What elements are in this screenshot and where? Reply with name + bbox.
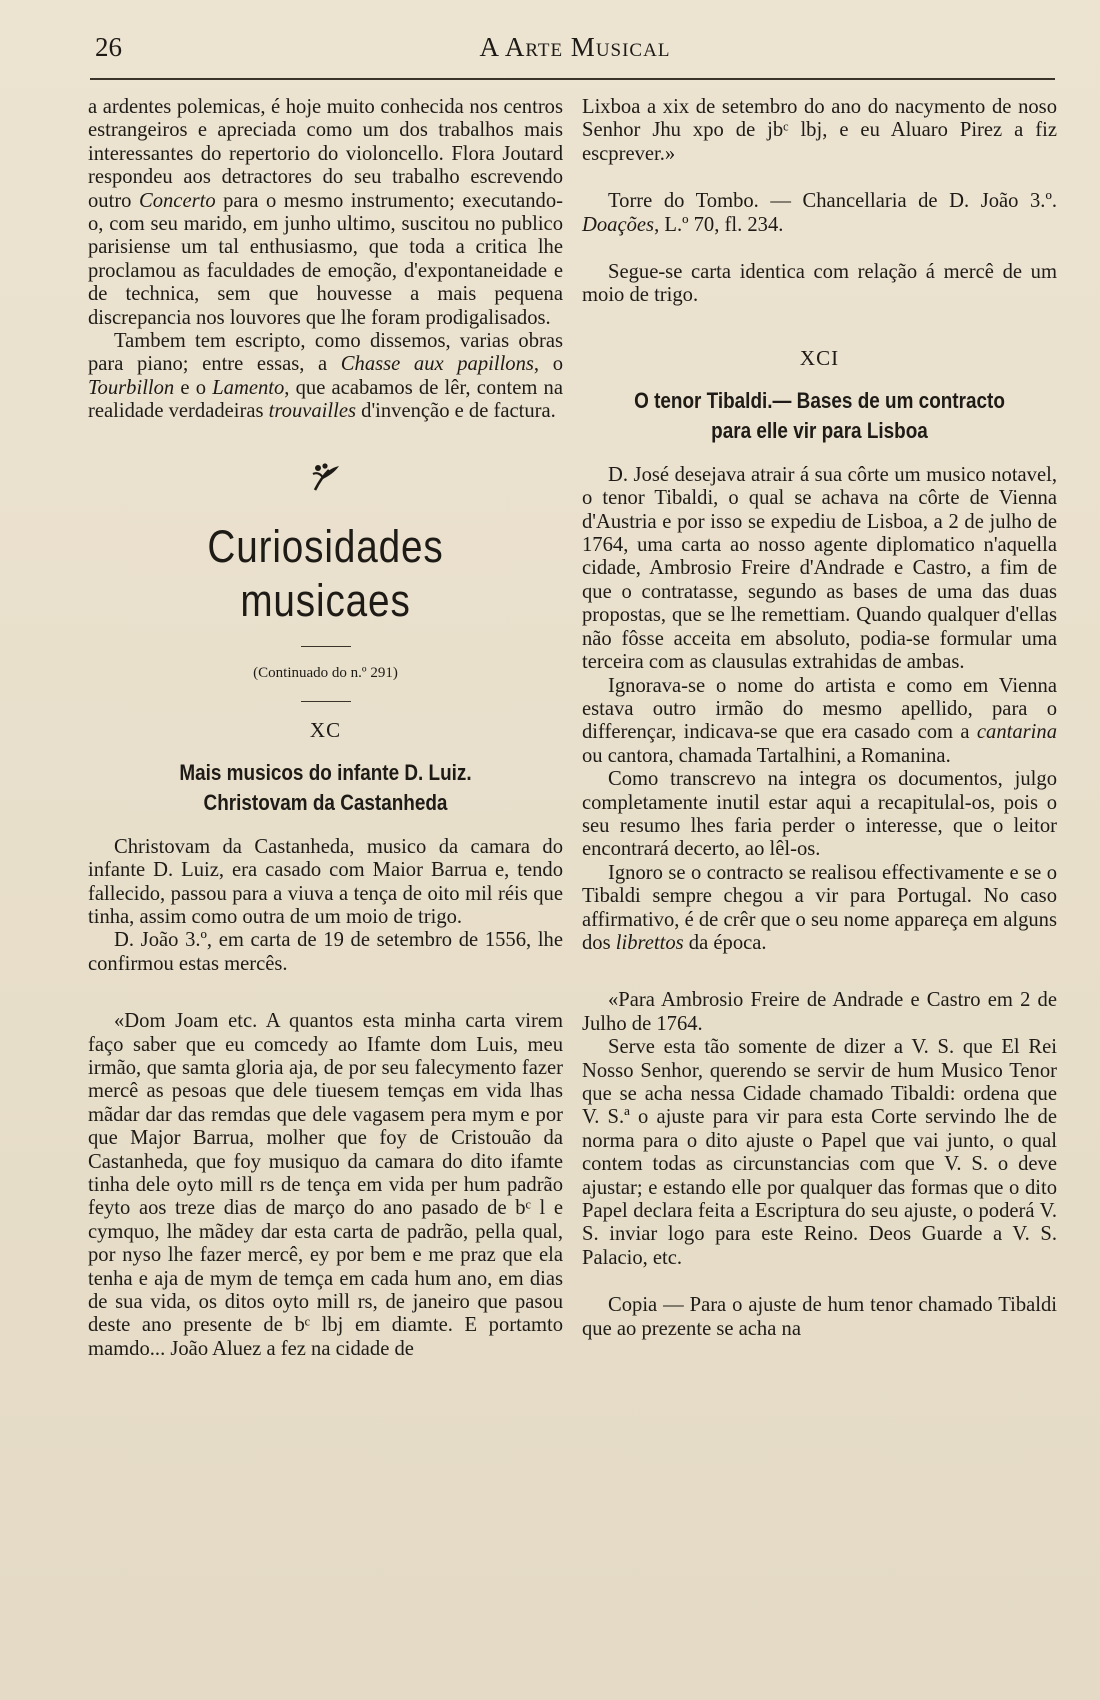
quoted-document: «Dom Joam etc. A quantos esta minha carta virem faço saber que eu comcedy ao Ifamte dom Luis, meu irmão, que samta gloria aja, de por seu falecymento fazer mercê as pesoas que dele tiuesem temças em vida lhas mãdar dar das remdas que dele vagasem pera mym e por que Major Barrua, molher que foy de Cristouão da Castanheda, que foy musiquo da camara do dito ifamte tinha dele oyto mill rs de tença em vida per hum padrão feyto aos treze dias de março do ano pasado de bᶜ l e cymquo, lhe mãdey dar esta carta de padrão, pella qual, por nyso lhe fazer mercê, ey por bem e me praz que ela tenha e aja de mym de temça em cada hum ano, em dias de sua vida, os ditos oyto mill rs, de janeiro que pasou deste ano presente de bᶜ lbj em diamte. E portamto mamdo... João Aluez a fez na cidade de [88,1010,563,1360]
text: da época. [683,931,767,954]
text: , o [533,353,563,376]
text: Ignoro se o contracto se realisou effectivamente e se o Tibaldi sempre chegou a vir para Portugal. No caso affirmativo, é de crêr que o seu nome appareça em alguns dos [582,861,1057,954]
paragraph [582,862,1057,956]
paragraph [582,675,1057,769]
chapter-title-line: O tenor Tibaldi.— Bases de um contracto [634,387,1005,413]
paragraph: D. José desejava atrair á sua côrte um musico notavel, o tenor Tibaldi, o qual se achava na côrte de Vienna d'Austria e por isso se expediu de Lisboa, a 2 de julho de 1764, uma carta ao nosso agente diplomatico n'aquella cidade, Ambrosio Freire d'Andrade e Castro, a fim de que o contratasse, segundo as bases de uma das duas propostas, que se lhe remettiam. Quando qualquer d'ellas não fôsse acceita em absoluto, podia-se formular uma terceira com as clausulas extrahidas de ambas. [582,463,1057,674]
paragraph [88,330,563,424]
running-title: A Arte Musical [479,32,671,62]
divider [301,646,351,647]
chapter-numeral: XC [309,717,342,742]
quoted-document: Serve esta tão somente de dizer a V. S. que El Rei Nosso Senhor, querendo se servir de hum Musico Tenor que se acha nessa Cidade chamado Tibaldi: ordena que V. S.ª o ajuste para vir para esta Corte servindo lhe de norma para o dito ajuste o Papel que vai junto, o qual contem todas as circunstancias com que V. S. o deve ajustar; e estando elle por qualquer das formas que o dito Papel declara feita a Escriptura do seu ajuste, o poderá V. S. inviar logo para este Reino. Deos Guarde a V. S. Palacio, etc. [582,1036,1057,1269]
chapter-title-line: para elle vir para Lisboa [711,417,928,443]
chapter-title [615,386,1024,446]
italic-text: librettos [615,931,684,954]
italic-text: Tourbillon [88,376,175,399]
text: ou cantora, chamada Tartalhini, a Romanina. [582,744,951,767]
page-number: 26 [95,32,122,62]
italic-text: Chasse aux papillons [340,353,534,376]
paragraph [88,96,563,330]
fleuron-ornament-icon [88,460,563,502]
paragraph: D. João 3.º, em carta de 19 de setembro de 1556, lhe confirmou estas mercês. [88,929,563,975]
italic-text: trouvailles [268,400,356,423]
header-rule [90,78,1055,80]
text: Tambem tem escripto, como dissemos, varias obras para piano; entre essas, a [88,330,563,376]
paragraph: Como transcrevo na integra os documentos, julgo completamente inutil estar aqui a recapitulal-os, pois o seu resumo lhes faria perder o interesse, que o leitor encontrará decerto, ao lêl-os. [582,768,1057,861]
italic-text: Concerto [138,189,216,212]
paragraph: Segue-se carta identica com relação á mercê de um moio de trigo. [582,261,1057,307]
source-citation [582,190,1057,237]
chapter-numeral: XCI [799,345,840,370]
paragraph: Christovam da Castanheda, musico da camara do infante D. Luiz, era casado com Maior Barrua e, tendo fallecido, passou para a viuva a tença de oito mil réis que tinha, assim como outra de um moio de trigo. [88,835,563,928]
italic-text: Doações [582,213,655,236]
text: e o [174,376,213,399]
paragraph: Copia — Para o ajuste de hum tenor chamado Tibaldi que ao prezente se acha na [582,1294,1057,1340]
quoted-document: «Para Ambrosio Freire de Andrade e Castro em 2 de Julho de 1764. [582,989,1057,1035]
italic-text: Lamento [212,376,285,399]
text: , que acabamos de lêr, contem na realidade verdadeiras [88,376,563,423]
chapter-title-line: Mais musicos do infante D. Luiz. [179,759,472,785]
left-column [88,96,563,1361]
divider [301,701,351,702]
text: , L.º 70, fl. 234. [654,213,784,236]
paragraph: Lixboa a xix de setembro do ano do nacymento de noso Senhor Jhu xpo de jbᶜ lbj, e eu Aluaro Pirez a fiz escprever.» [582,96,1057,165]
chapter-title-line: Christovam da Castanheda [203,789,448,815]
text: para o mesmo instrumento; executando-o, com seu marido, em junho ultimo, suscitou no publico parisiense um tal enthusiasmo, que toda a critica lhe proclamou as faculdades de emoção, d'expontaneidade e de technica, sem que houvesse a mais pequena discrepancia nos louvores que lhe foram prodigalisados. [88,189,563,329]
italic-text: cantarina [976,721,1057,744]
text: Torre do Tombo. — Chancellaria de D. João 3.º. [608,190,1057,213]
right-column [582,96,1057,1341]
section-title: Curiosidades musicaes [207,520,444,626]
chapter-title [121,758,530,818]
text: Ignorava-se o nome do artista e como em Vienna estava outro irmão do mesmo apellido, para o differençar, indicava-se que era casado com a [582,674,1057,744]
continued-note: (Continuado do n.º 291) [253,664,398,681]
text: a ardentes polemicas, é hoje muito conhecida nos centros estrangeiros e apreciada como um dos trabalhos mais interessantes do repertorio do violoncello. Flora Joutard respondeu aos detractores do seu trabalho escrevendo outro [88,96,563,212]
page-header [95,30,1055,70]
text: d'invenção e de factura. [356,400,556,423]
